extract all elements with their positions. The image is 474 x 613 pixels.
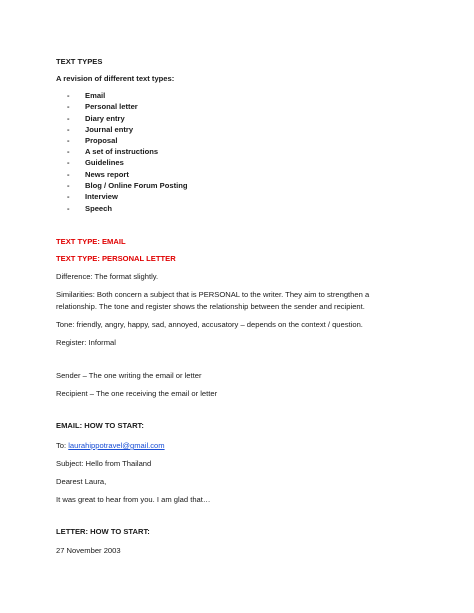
bullet-dash: - bbox=[67, 170, 70, 179]
similarities-line-1: Similarities: Both concern a subject that is PERSONAL to the writer. They aim to strengthen a bbox=[56, 290, 370, 299]
email-subject-line: Subject: Hello from Thailand bbox=[56, 459, 152, 468]
bullet-dash: - bbox=[67, 114, 70, 123]
list-item: Proposal bbox=[85, 136, 118, 145]
email-opening-line: It was great to hear from you. I am glad that… bbox=[56, 495, 211, 504]
bullet-dash: - bbox=[67, 204, 70, 213]
letter-date: 27 November 2003 bbox=[56, 546, 121, 555]
heading-text-type-email: TEXT TYPE: EMAIL bbox=[56, 237, 126, 246]
list-item: Speech bbox=[85, 204, 113, 213]
heading-text-type-personal-letter: TEXT TYPE: PERSONAL LETTER bbox=[56, 254, 176, 263]
email-address-link[interactable]: laurahippotravel@gmail.com bbox=[68, 441, 165, 450]
list-item: A set of instructions bbox=[85, 147, 159, 156]
bullet-dash: - bbox=[67, 91, 70, 100]
sender-definition: Sender – The one writing the email or letter bbox=[56, 371, 202, 380]
email-greeting: Dearest Laura, bbox=[56, 477, 107, 486]
tone-text: Tone: friendly, angry, happy, sad, annoyed, accusatory – depends on the context / question. bbox=[56, 320, 363, 329]
list-intro: A revision of different text types: bbox=[56, 74, 175, 83]
recipient-definition: Recipient – The one receiving the email or letter bbox=[56, 389, 218, 398]
list-item: Journal entry bbox=[85, 125, 134, 134]
bullet-dash: - bbox=[67, 136, 70, 145]
bullet-dash: - bbox=[67, 192, 70, 201]
difference-text: Difference: The format slightly. bbox=[56, 272, 159, 281]
bullet-dash: - bbox=[67, 181, 70, 190]
bullet-dash: - bbox=[67, 125, 70, 134]
list-item: Guidelines bbox=[85, 158, 124, 167]
list-item: Diary entry bbox=[85, 114, 125, 123]
email-to-label: To: bbox=[56, 441, 69, 450]
heading-email-how-to-start: EMAIL: HOW TO START: bbox=[56, 421, 144, 430]
list-item: Blog / Online Forum Posting bbox=[85, 181, 188, 190]
page-title: TEXT TYPES bbox=[56, 57, 103, 66]
list-item: News report bbox=[85, 170, 129, 179]
list-item: Personal letter bbox=[85, 102, 138, 111]
bullet-dash: - bbox=[67, 147, 70, 156]
heading-letter-how-to-start: LETTER: HOW TO START: bbox=[56, 527, 150, 536]
register-text: Register: Informal bbox=[56, 338, 116, 347]
similarities-line-2: relationship. The tone and register shows the relationship between the sender and recipient. bbox=[56, 302, 365, 311]
list-item: Interview bbox=[85, 192, 118, 201]
email-to-line bbox=[56, 441, 165, 450]
bullet-dash: - bbox=[67, 102, 70, 111]
list-item: Email bbox=[85, 91, 106, 100]
bullet-dash: - bbox=[67, 158, 70, 167]
